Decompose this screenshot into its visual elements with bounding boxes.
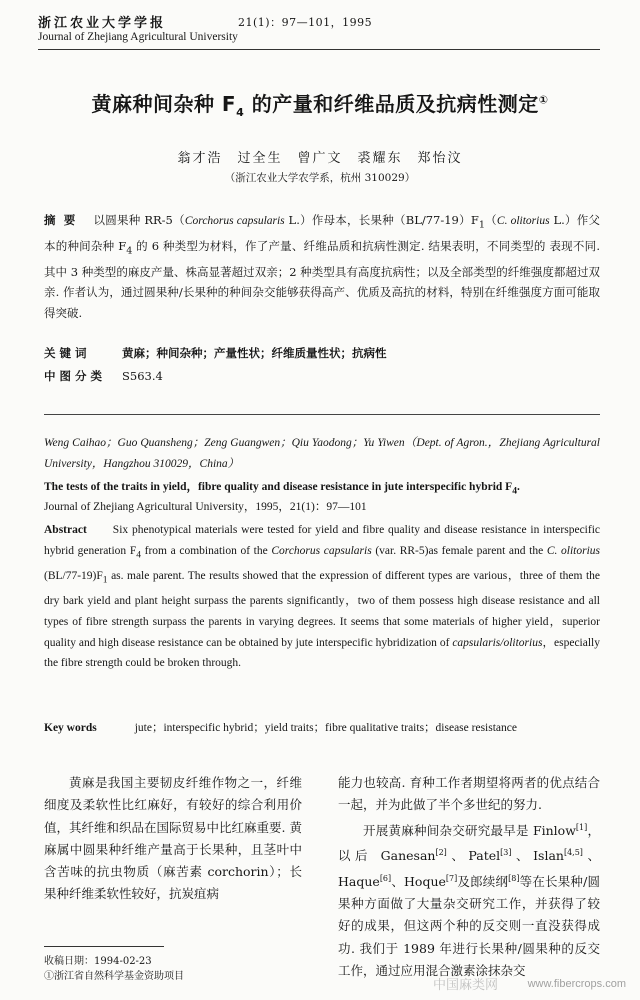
journal-volume: 21(1)：97—101，1995	[238, 16, 373, 29]
keywords-en	[44, 718, 600, 739]
abstract-en-label: Abstract	[44, 524, 87, 536]
abstract-cn-text: L.）作母本，长果种（BL/77-19）F	[284, 213, 479, 227]
footnote-received: 收稿日期：1994-02-23	[44, 956, 152, 967]
authors-cn: 翁才浩 过全生 曾广文 裘耀东 郑怡汶	[177, 151, 463, 166]
citation-ref: [3]	[500, 848, 512, 858]
abstract-cn-label: 摘要	[44, 213, 84, 227]
body-text: ，以后 Ganesan	[338, 822, 600, 864]
abstract-en-text: (var. RR-5)as female parent and the	[371, 544, 547, 557]
citation-ref: [2]	[435, 848, 447, 858]
abstract-en-species: Corchorus capsularis	[271, 544, 372, 557]
journal-name-cn: 浙江农业大学学报	[38, 16, 167, 31]
body-column-left	[44, 772, 302, 906]
body-text: 、Hoque	[391, 873, 446, 889]
title-en-end: .	[516, 481, 520, 493]
body-paragraph: 黄麻是我国主要韧皮纤维作物之一，纤维细度及柔软性比红麻好，有较好的综合利用价值，其纤维和织品在国际贸易中比红麻重要. 黄麻属中圆果种纤维产量高于长果种，且茎叶中含苦味的抗虫物质（麻苦素 corchorin）；长果种纤维柔软性较好，抗炭疽病	[44, 775, 302, 902]
citation-ref: [7]	[445, 873, 458, 883]
abstract-en-text: (BL/77-19)F	[44, 569, 103, 582]
citation-ref: [8]	[508, 873, 520, 883]
clc-value: S563.4	[122, 369, 163, 383]
journal-name-en: Journal of Zhejiang Agricultural University	[38, 31, 238, 43]
keywords-cn-row	[44, 345, 387, 361]
watermark-url: www.fibercrops.com	[527, 978, 626, 990]
affiliation-cn: （浙江农业大学农学系，杭州 310029）	[224, 172, 416, 184]
footnote-fund: ①浙江省自然科学基金资助项目	[44, 971, 184, 982]
title-en-sub: 4	[512, 485, 517, 497]
body-text: 及郎续纲	[457, 873, 509, 889]
abstract-cn-sub: 1	[478, 219, 485, 231]
abstract-en	[44, 520, 600, 674]
citation-ref: [6]	[379, 873, 392, 883]
title-footnote-mark: ①	[538, 93, 549, 107]
body-text: 、Haque	[338, 848, 600, 889]
watermark-logo: 中国麻类网	[432, 978, 498, 993]
keywords-en-label: Key words	[44, 722, 97, 734]
abstract-cn-species: C. olitorius	[496, 215, 550, 227]
article-title-cn	[0, 88, 640, 119]
section-divider	[44, 414, 600, 415]
abstract-en-text: Six phenotypical materials were tested for yield and fibre quality and disease resistance in interspecific hybrid generation F	[44, 524, 600, 557]
title-rest: 的产量和纤维品质及抗病性测定	[244, 92, 539, 116]
title-text: 黄麻种间杂种 F	[91, 92, 237, 116]
body-text: 、Islan	[511, 848, 564, 864]
abstract-en-sub: 4	[136, 549, 142, 561]
title-en-text: The tests of the traits in yield，fibre quality and disease resistance in jute interspecific hybrid F	[44, 481, 513, 493]
keywords-en-value: jute；interspecific hybrid；yield traits；fibre qualitative traits；disease resistance	[134, 722, 517, 734]
keywords-cn-label: 关键词	[44, 346, 91, 360]
abstract-en-text: from a combination of the	[141, 544, 272, 557]
abstract-en-sub: 1	[102, 574, 108, 586]
abstract-cn	[44, 210, 600, 323]
abstract-en-text: as. male parent. The results showed that the expression of different types are various，three of them the dry bark yield and plant height surpass the parents significantly，two of them possess high disease resistance and all types of fibre strength surpass the parents in varying degrees. It seems that some materials of higher yield，superior quality and high disease resistance can be obtained by jute interspecific hybridization of	[44, 569, 600, 649]
header-rule	[38, 49, 600, 50]
body-column-right	[338, 772, 600, 982]
body-paragraph: 能力也较高. 育种工作者期望将两者的优点结合一起，并为此做了半个多世纪的努力.	[338, 775, 600, 813]
body-text: 等在长果种/圆果种方面做了大量杂交研究工作，并获得了较好的成果，但这两个种的反交则一直没获得成功. 我们于 1989 年进行长果种/圆果种的反交工作，通过应用混合激素涂抹杂交	[338, 873, 600, 978]
clc-label: 中图分类	[44, 369, 106, 383]
abstract-cn-text: 的 6 种类型为材料，作了产量、纤维品质和抗病性测定. 结果表明，不同类型的 表现不同. 其中 3 种类型的麻皮产量、株高显著超过双亲；2 种类型具有高度抗病性；以及全部类型的纤维强度都超过双亲. 作者认为，通过圆果种/长果种的种间杂交能够获得高产、优质及高抗的材料，特别在纤维强度方面可能取得突破.	[44, 238, 600, 320]
abstract-cn-text: （	[484, 213, 497, 227]
body-paragraph	[338, 817, 600, 983]
abstract-en-text: ，especially the fibre strength could be broken through.	[44, 636, 600, 670]
footnote-rule	[44, 946, 164, 947]
citation-ref: [4,5]	[563, 848, 583, 858]
abstract-en-species: C. olitorius	[546, 544, 600, 557]
abstract-cn-species: Corchorus capsularis	[184, 215, 285, 227]
abstract-cn-text: L.）作父本的种间杂种 F	[44, 213, 600, 253]
title-sub: 4	[236, 106, 245, 119]
article-title-en	[44, 478, 600, 500]
keywords-cn-value: 黄麻；种间杂种；产量性状；纤维质量性状；抗病性	[122, 346, 387, 360]
clc-row	[44, 368, 163, 384]
body-text: 、Patel	[446, 848, 501, 864]
abstract-cn-sub: 4	[126, 245, 133, 257]
abstract-en-species: capsularis/olitorius	[452, 636, 543, 649]
citation-ref: [1]	[575, 822, 588, 832]
citation-en: Journal of Zhejiang Agricultural University，1995，21(1)：97—101	[44, 501, 367, 513]
abstract-cn-text: 以圆果种 RR-5（	[93, 213, 185, 227]
body-text: 开展黄麻种间杂交研究最早是 Finlow	[363, 822, 576, 838]
authors-en: Weng Caihao；Guo Quansheng；Zeng Guangwen；Qiu Yaodong；Yu Yiwen（Dept. of Agron.，Zhejiang Agricultural University，Hangzhou 310029，China）	[44, 437, 600, 470]
